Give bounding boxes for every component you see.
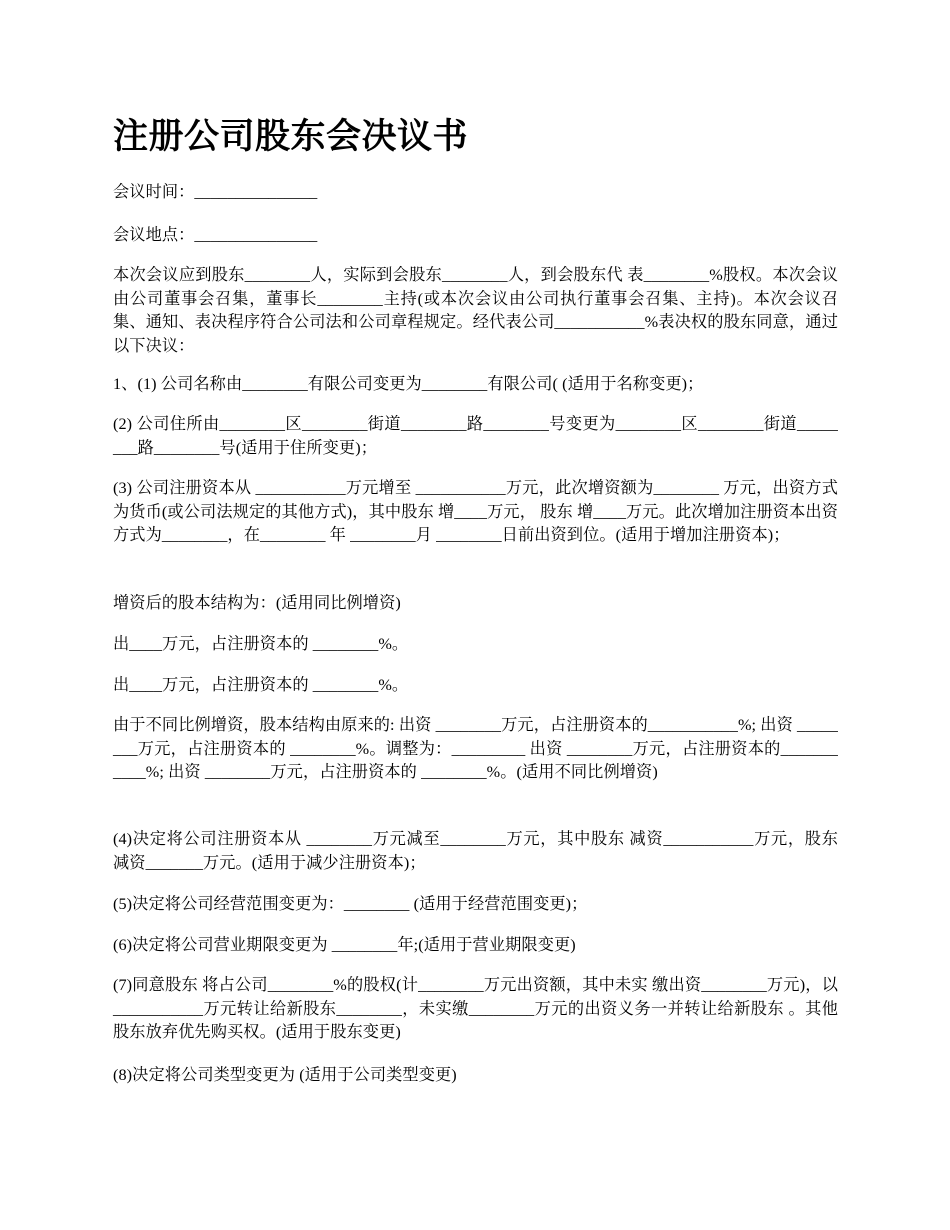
resolution-6-business-term: (6)决定将公司营业期限变更为 ________年;(适用于营业期限变更)	[113, 936, 576, 954]
share-structure-line-2: 出____万元，占注册资本的 ________%。	[113, 676, 409, 694]
resolution-8-company-type: (8)决定将公司类型变更为 (适用于公司类型变更)	[113, 1066, 457, 1084]
resolution-3-capital-increase: (3) 公司注册资本从 ___________万元增至 ___________万元，此次增资额为________ 万元，出资方式为货币(或公司法规定的其他方式)，其中股东 增____万元， 股东 增____万元。此次增加注册资本出资方式为________，在________ 年 ________月 ________日前出资到位。(适用于增加注册资本)；	[113, 479, 838, 544]
document-title: 注册公司股东会决议书	[113, 117, 469, 156]
resolution-4-capital-decrease: (4)决定将公司注册资本从 ________万元减至________万元，其中股东 减资___________万元，股东 减资_______万元。(适用于减少注册资本)；	[113, 830, 838, 872]
unequal-increase-paragraph: 由于不同比例增资，股本结构由原来的: 出资 ________万元，占注册资本的___________%; 出资 ________万元，占注册资本的 ________%。调整为：_________ 出资 ________万元，占注册资本的___________%; 出资 ________万元，占注册资本的 ________%。(适用不同比例增资)	[113, 716, 838, 781]
resolution-7-shareholder-change: (7)同意股东 将占公司________%的股权(计________万元出资额，其中未实 缴出资________万元)，以___________万元转让给新股东________，未实缴________万元的出资义务一并转让给新股东 。其他股东放弃优先购买权。(适用于股东变更)	[113, 976, 838, 1041]
meeting-time: 会议时间：_______________	[113, 183, 318, 201]
resolution-2-address-change: (2) 公司住所由________区________街道________路________号变更为________区________街道________路________号(适用于住所变更)；	[113, 415, 838, 457]
meeting-place: 会议地点：_______________	[113, 226, 318, 244]
resolution-5-business-scope: (5)决定将公司经营范围变更为：________ (适用于经营范围变更)；	[113, 895, 588, 913]
share-structure-heading: 增资后的股本结构为：(适用同比例增资)	[113, 594, 401, 612]
resolution-1-name-change: 1、(1) 公司名称由________有限公司变更为________有限公司( (适用于名称变更)；	[113, 375, 704, 393]
meeting-intro-paragraph: 本次会议应到股东________人，实际到会股东________人，到会股东代 表________%股权。本次会议由公司董事会召集，董事长________主持(或本次会议由公司执行董事会召集、主持)。本次会议召集、通知、表决程序符合公司法和公司章程规定。经代表公司___________%表决权的股东同意，通过以下决议：	[113, 266, 838, 355]
share-structure-line-1: 出____万元，占注册资本的 ________%。	[113, 635, 409, 653]
